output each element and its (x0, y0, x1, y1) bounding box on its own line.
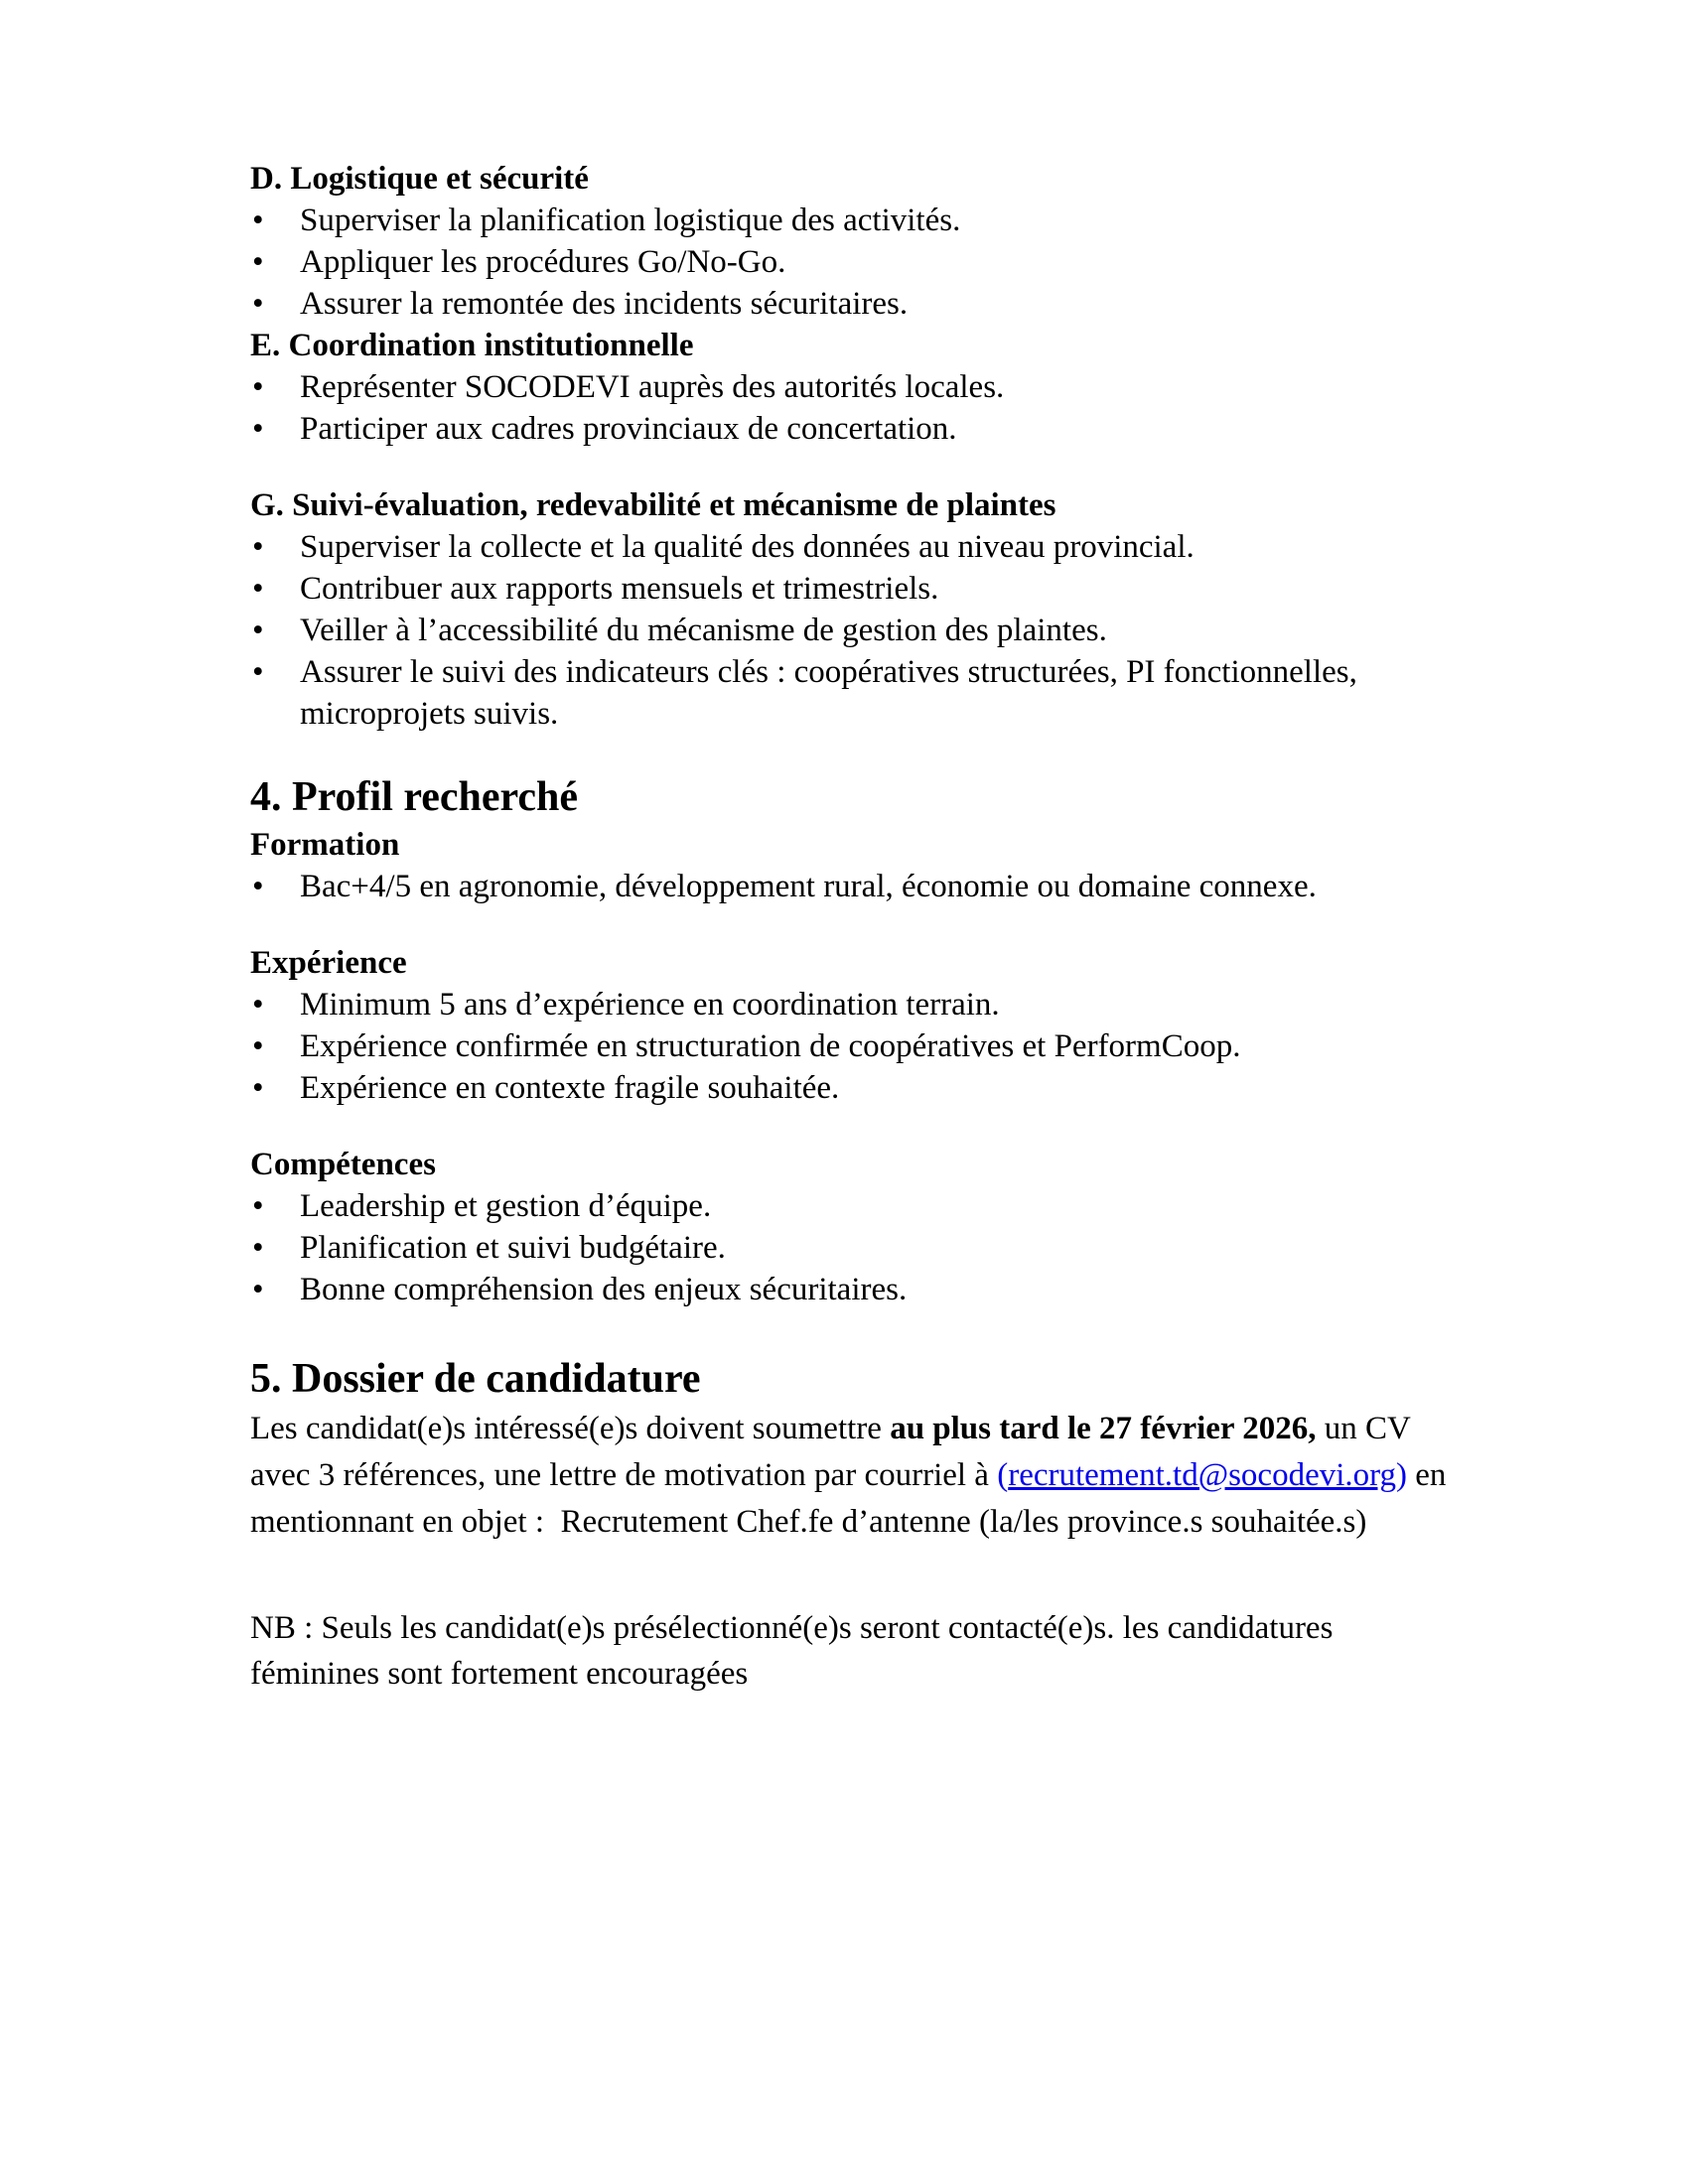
paragraph-text: en mentionnant en objet : Recrutement Chef.fe d’antenne (la/les province.s souhaitée.s) (250, 1457, 1447, 1540)
list-item: • Superviser la collecte et la qualité des données au niveau provincial. (250, 526, 1454, 568)
list-item: • Participer aux cadres provinciaux de concertation. (250, 408, 1454, 450)
list-item: • Bac+4/5 en agronomie, développement rural, économie ou domaine connexe. (250, 866, 1454, 907)
email-link[interactable]: recrutement.td@socodevi.org (1008, 1457, 1397, 1493)
document-content (250, 158, 1454, 1697)
list-item: • Minimum 5 ans d’expérience en coordination terrain. (250, 984, 1454, 1025)
list-item: • Leadership et gestion d’équipe. (250, 1185, 1454, 1227)
list-item: • Contribuer aux rapports mensuels et trimestriels. (250, 568, 1454, 610)
list-item: • Superviser la planification logistique des activités. (250, 200, 1454, 241)
list-item: • Expérience confirmée en structuration de coopératives et PerformCoop. (250, 1025, 1454, 1067)
section-heading-suivi: G. Suivi-évaluation, redevabilité et mécanisme de plaintes (250, 487, 1056, 523)
paragraph-text: un CV avec 3 références, une lettre de motivation par courriel à (250, 1411, 1411, 1493)
deadline-text: au plus tard le 27 février 2026, (890, 1411, 1317, 1446)
subsection-heading-formation: Formation (250, 827, 400, 863)
section-heading-logistique: D. Logistique et sécurité (250, 161, 589, 197)
application-instructions-paragraph (250, 1406, 1454, 1546)
section-heading-dossier: 5. Dossier de candidature (250, 1356, 701, 1402)
list-item: • Assurer le suivi des indicateurs clés : coopératives structurées, PI fonctionnelles, microprojets suivis. (250, 651, 1454, 735)
paragraph-text: Les candidat(e)s intéressé(e)s doivent soumettre (250, 1411, 891, 1446)
bullet-list-logistique (250, 200, 1454, 325)
list-item: • Assurer la remontée des incidents sécuritaires. (250, 283, 1454, 325)
bullet-list-suivi (250, 526, 1454, 735)
nb-note-paragraph: NB : Seuls les candidat(e)s présélectionné(e)s seront contacté(e)s. les candidatures féminines sont fortement encouragées (250, 1610, 1334, 1692)
list-item: • Planification et suivi budgétaire. (250, 1227, 1454, 1269)
subsection-heading-experience: Expérience (250, 945, 407, 981)
list-item: • Bonne compréhension des enjeux sécuritaires. (250, 1269, 1454, 1310)
bullet-list-coordination (250, 366, 1454, 450)
paren-close: ) (1396, 1457, 1408, 1493)
subsection-heading-competences: Compétences (250, 1147, 436, 1182)
bullet-list-competences (250, 1185, 1454, 1310)
section-heading-profil: 4. Profil recherché (250, 774, 579, 820)
bullet-list-formation (250, 866, 1454, 907)
list-item: • Expérience en contexte fragile souhaitée. (250, 1067, 1454, 1109)
list-item: • Appliquer les procédures Go/No-Go. (250, 241, 1454, 283)
list-item: • Représenter SOCODEVI auprès des autorités locales. (250, 366, 1454, 408)
paren-open: ( (997, 1457, 1009, 1493)
list-item: • Veiller à l’accessibilité du mécanisme de gestion des plaintes. (250, 610, 1454, 651)
bullet-list-experience (250, 984, 1454, 1109)
section-heading-coordination: E. Coordination institutionnelle (250, 328, 694, 363)
